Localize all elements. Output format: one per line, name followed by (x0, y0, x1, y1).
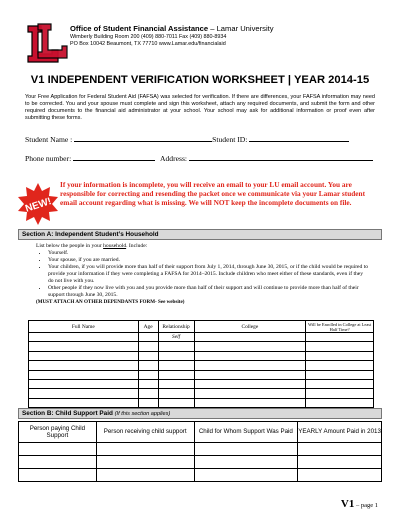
amount-cell[interactable] (298, 443, 382, 456)
student-name-label: Student Name : (25, 135, 73, 144)
college-cell[interactable] (194, 361, 306, 370)
name-cell[interactable] (29, 379, 139, 388)
paying-cell[interactable] (19, 443, 97, 456)
table-row (19, 469, 382, 482)
col-yearly-amount: YEARLY Amount Paid in 2013 (298, 422, 382, 443)
enrolled-cell[interactable] (306, 379, 374, 388)
child-cell[interactable] (194, 469, 298, 482)
enrolled-cell[interactable] (306, 370, 374, 379)
must-attach-note: (MUST ATTACH AN OTHER DEPENDANTS FORM- See website) (36, 299, 185, 305)
student-id-label: Student ID: (212, 135, 248, 144)
col-college: College (194, 321, 306, 333)
page-footer (341, 494, 378, 512)
table-row (19, 456, 382, 469)
child-cell[interactable] (194, 456, 298, 469)
address-label: Address: (160, 154, 188, 163)
age-cell[interactable] (138, 389, 158, 398)
receiving-cell[interactable] (96, 469, 194, 482)
household-header-row (29, 321, 374, 333)
office-address-line1: Wimberly Building Room 200 (409) 880-7011 Fax (409) 880-8934 (70, 34, 227, 40)
relationship-cell: Self (158, 333, 194, 342)
relationship-cell[interactable] (158, 370, 194, 379)
name-cell[interactable] (29, 361, 139, 370)
amount-cell[interactable] (298, 456, 382, 469)
table-row (29, 342, 374, 351)
col-age: Age (138, 321, 158, 333)
enrolled-cell[interactable] (306, 398, 374, 407)
enrolled-cell[interactable] (306, 333, 374, 342)
relationship-cell[interactable] (158, 351, 194, 360)
name-cell[interactable] (29, 370, 139, 379)
age-cell[interactable] (138, 370, 158, 379)
household-bullets (36, 250, 370, 299)
section-b-note: (If this section applies) (114, 411, 171, 417)
household-table (28, 320, 374, 408)
new-starburst-icon (16, 182, 60, 226)
enrolled-cell[interactable] (306, 351, 374, 360)
household-instructions (36, 243, 370, 306)
section-b-header (18, 408, 382, 419)
office-header (70, 24, 310, 48)
age-cell[interactable] (138, 398, 158, 407)
phone-address-row (25, 153, 373, 163)
name-cell[interactable] (29, 389, 139, 398)
col-enrolled-half-time: Will be Enrolled in College at Least Half Time? (306, 321, 374, 333)
paying-cell[interactable] (19, 469, 97, 482)
office-address-line2: PO Box 10042 Beaumont, TX 77710 www.Lamar.edu/financialaid (70, 41, 226, 48)
section-b-title: Section B: Child Support Paid (22, 410, 113, 417)
table-row (29, 379, 374, 388)
student-name-field[interactable] (74, 134, 212, 142)
enrolled-cell[interactable] (306, 389, 374, 398)
name-cell[interactable] (29, 333, 139, 342)
college-cell[interactable] (194, 333, 306, 342)
college-cell[interactable] (194, 342, 306, 351)
relationship-cell[interactable] (158, 342, 194, 351)
worksheet-title: V1 INDEPENDENT VERIFICATION WORKSHEET | YEAR 2014-15 (30, 74, 370, 86)
enrolled-cell[interactable] (306, 361, 374, 370)
age-cell[interactable] (138, 361, 158, 370)
college-cell[interactable] (194, 370, 306, 379)
new-badge-label: NEW! (24, 196, 53, 215)
page-number: – page 1 (354, 502, 378, 509)
child-support-table (18, 421, 382, 482)
household-instruction-intro: List below the people in your household. Include: (36, 243, 148, 249)
college-cell[interactable] (194, 398, 306, 407)
age-cell[interactable] (138, 379, 158, 388)
receiving-cell[interactable] (96, 456, 194, 469)
table-row (29, 361, 374, 370)
child-support-header-row (19, 422, 382, 443)
relationship-cell[interactable] (158, 389, 194, 398)
relationship-cell[interactable] (158, 379, 194, 388)
col-full-name: Full Name (29, 321, 139, 333)
table-row (29, 398, 374, 407)
incomplete-notice: If your information is incomplete, you will receive an email to your LU email account. You are responsible for correcting and resending the packet once we communicate via your Lamar student email account regarding what is missing. We will NOT keep the incomplete documents on file. (60, 180, 366, 208)
bullet-item: • Yourself. (48, 250, 370, 257)
age-cell[interactable] (138, 342, 158, 351)
enrolled-cell[interactable] (306, 342, 374, 351)
table-row (29, 370, 374, 379)
student-name-row (25, 134, 349, 144)
section-a-header (18, 229, 382, 240)
phone-label: Phone number: (25, 154, 72, 163)
col-person-paying: Person paying Child Support (19, 422, 97, 443)
col-person-receiving: Person receiving child support (96, 422, 194, 443)
address-field[interactable] (189, 153, 373, 161)
age-cell[interactable] (138, 333, 158, 342)
table-row (29, 333, 374, 342)
college-cell[interactable] (194, 351, 306, 360)
name-cell[interactable] (29, 342, 139, 351)
receiving-cell[interactable] (96, 443, 194, 456)
paying-cell[interactable] (19, 456, 97, 469)
child-cell[interactable] (194, 443, 298, 456)
relationship-cell[interactable] (158, 361, 194, 370)
relationship-cell[interactable] (158, 398, 194, 407)
age-cell[interactable] (138, 351, 158, 360)
office-title: Office of Student Financial Assistance – Lamar University (70, 24, 274, 33)
amount-cell[interactable] (298, 469, 382, 482)
bullet-item: • Your spouse, if you are married. (48, 257, 370, 264)
student-id-field[interactable] (249, 134, 349, 142)
phone-field[interactable] (73, 153, 155, 161)
intro-paragraph: Your Free Application for Federal Student Aid (FAFSA) was selected for verification. If there are differences, your FAFSA information may need to be corrected. You and your spouse must complete and sign this worksheet, attach any required documents, and submit the form and other required documents to the financial aid administrator at your school. Your school may ask for additional information or proof even after submitting these forms. (25, 94, 375, 122)
name-cell[interactable] (29, 351, 139, 360)
col-relationship: Relationship (158, 321, 194, 333)
col-child-supported: Child for Whom Support Was Paid (194, 422, 298, 443)
table-row (19, 443, 382, 456)
bullet-item: • Your children, if you will provide more than half of their support from July 1, 2014, through June 30, 2015, or if the child would be required to provide your information if they were completing a FAFSA for 2014–2015. Include children who meet either of these standards, even if they do not live with you. (48, 264, 370, 285)
section-a-title: Section A: Independent Student’s Household (22, 231, 159, 238)
bullet-item: • Other people if they now live with you and you provide more than half of their support and will continue to provide more than half of their support through June 30, 2015. (48, 285, 370, 299)
table-row (29, 351, 374, 360)
college-cell[interactable] (194, 379, 306, 388)
table-row (29, 389, 374, 398)
name-cell[interactable] (29, 398, 139, 407)
college-cell[interactable] (194, 389, 306, 398)
form-code: V1 (340, 498, 355, 510)
lamar-university-logo (26, 22, 68, 66)
